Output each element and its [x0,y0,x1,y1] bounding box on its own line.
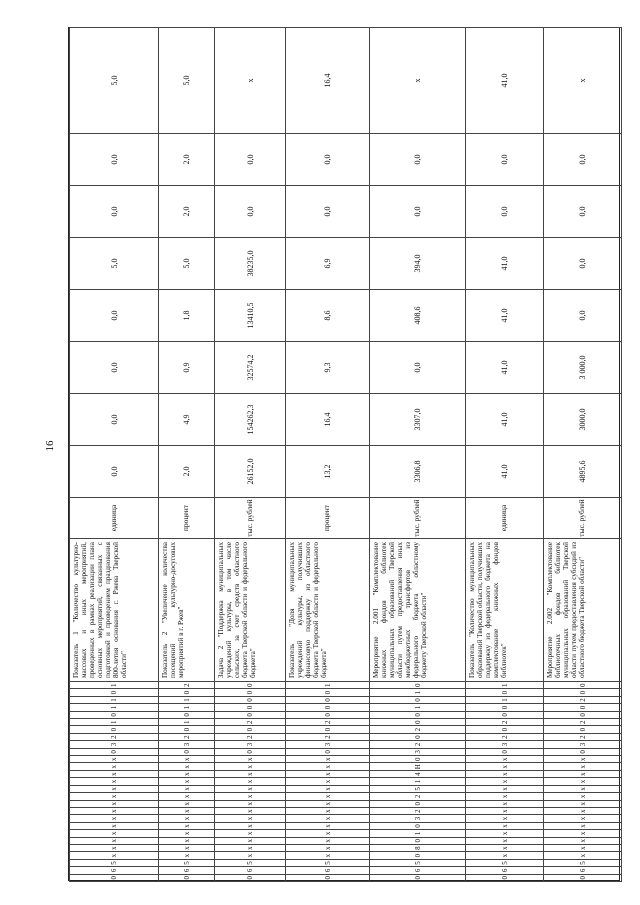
description-cell: Показатель "Доля муниципальных учреждений культуры, получивших финансовую поддержку из областного бюджета Тверской области и федерального бюджета" [286,539,370,682]
value-cell: 0,0 [544,186,622,238]
value-cell: x [370,28,466,134]
code-cell: x [159,852,215,859]
code-cell: x [286,822,370,829]
value-cell: 0,0 [215,186,286,238]
code-cell: 0 [370,682,466,689]
code-cell: 0 [159,689,215,696]
program-table-frame [68,27,620,881]
code-cell: x [70,830,159,837]
code-cell: 0 [466,874,544,881]
code-cell: x [544,756,622,763]
code-cell: x [159,770,215,777]
value-cell: 13,2 [286,446,370,498]
code-cell: x [544,830,622,837]
code-cell: 2 [466,719,544,726]
unit-cell: тыс. рублей [544,498,622,539]
code-cell: 2 [466,733,544,740]
code-cell: x [286,830,370,837]
code-cell: 0 [215,696,286,703]
code-cell: x [286,852,370,859]
value-cell: 0,0 [286,134,370,186]
code-cell: x [544,763,622,770]
code-cell: x [215,793,286,800]
code-cell: 0 [215,682,286,689]
code-cell: 1 [70,719,159,726]
code-cell: x [70,822,159,829]
code-cell: 0 [370,822,466,829]
value-cell: 5,0 [70,28,159,134]
code-cell: 0 [466,689,544,696]
code-cell: x [159,807,215,814]
value-cell: 0,0 [544,134,622,186]
code-cell: x [215,807,286,814]
code-cell: x [70,793,159,800]
code-cell: 2 [544,719,622,726]
code-cell: x [466,844,544,851]
code-cell: x [215,800,286,807]
code-cell: 6 [544,867,622,874]
table-row [70,28,159,882]
table-row [466,28,544,882]
table-row [159,28,215,882]
value-cell: 0,0 [70,134,159,186]
program-table-rotated [69,28,621,882]
code-cell: 5 [370,859,466,866]
code-cell: x [215,815,286,822]
value-cell: 8,6 [286,290,370,342]
value-cell: 5,0 [159,28,215,134]
value-cell: 0,0 [70,446,159,498]
unit-cell: единица [466,498,544,539]
code-cell: 5 [370,785,466,792]
code-cell: 0 [544,682,622,689]
code-cell: x [544,815,622,822]
value-cell: 0,0 [544,238,622,290]
code-cell: 6 [159,867,215,874]
code-cell: x [286,756,370,763]
code-cell: 2 [370,726,466,733]
code-cell: 0 [70,726,159,733]
code-cell: 1 [70,696,159,703]
code-cell: 2 [70,733,159,740]
code-cell: 0 [370,852,466,859]
value-cell: 6,9 [286,238,370,290]
value-cell: 3307,0 [370,394,466,446]
code-cell: 1 [159,696,215,703]
code-cell: x [544,844,622,851]
code-cell: x [466,837,544,844]
code-cell: 1 [286,682,370,689]
code-cell: 1 [159,704,215,711]
code-cell: x [286,778,370,785]
code-cell: 0 [215,704,286,711]
value-cell: 38235,0 [215,238,286,290]
code-cell: 2 [544,733,622,740]
code-cell: 3 [370,815,466,822]
code-cell: 4 [370,770,466,777]
code-cell: x [466,785,544,792]
code-cell: 0 [286,689,370,696]
code-cell: 1 [70,704,159,711]
code-cell: x [466,807,544,814]
code-cell: 0 [70,748,159,755]
description-cell: Задача 2 "Поддержка муниципальных учреждений культуры, в том числе сельских, за счет средств областного бюджета Тверской области и федерального бюджета" [215,539,286,682]
code-cell: x [159,837,215,844]
code-cell: 0 [159,711,215,718]
code-cell: 0 [159,748,215,755]
value-cell: 3 000,0 [544,342,622,394]
page-number: 16 [44,440,56,452]
value-cell: 41,0 [466,28,544,134]
code-cell: 0 [544,704,622,711]
code-cell: x [286,763,370,770]
code-cell: 2 [370,793,466,800]
value-cell: x [544,28,622,134]
code-cell: 0 [370,696,466,703]
code-cell: x [544,837,622,844]
code-cell: x [70,763,159,770]
code-cell: 0 [70,874,159,881]
code-cell: 0 [70,711,159,718]
code-cell: 1 [370,704,466,711]
value-cell: 154262,3 [215,394,286,446]
code-cell: x [159,815,215,822]
code-cell: x [70,800,159,807]
code-cell: x [466,756,544,763]
code-cell: 2 [370,741,466,748]
code-cell: 0 [286,704,370,711]
code-cell: 0 [544,874,622,881]
code-cell: x [215,756,286,763]
code-cell: 6 [466,867,544,874]
code-cell: 0 [466,704,544,711]
description-cell: Мероприятие 2.001 "Комплектование книжных фондов библиотек муниципальных образований Тверской области путем предоставления иных межбюджетных трансфертов из федерального бюджета областному бюджету Тверской области" [370,539,466,682]
code-cell: 0 [370,733,466,740]
code-cell: 0 [544,726,622,733]
code-cell: 2 [544,696,622,703]
value-cell: 41,0 [466,446,544,498]
code-cell: x [544,822,622,829]
code-cell: 2 [286,719,370,726]
code-cell: 0 [370,837,466,844]
code-cell: x [70,852,159,859]
code-cell: 2 [215,719,286,726]
unit-cell: единица [70,498,159,539]
code-cell: 0 [286,726,370,733]
value-cell: 0,0 [70,342,159,394]
code-cell: 6 [370,867,466,874]
code-cell: x [286,815,370,822]
value-cell: 4895,6 [544,446,622,498]
code-cell: 2 [159,733,215,740]
code-cell: 0 [544,711,622,718]
code-cell: x [159,756,215,763]
value-cell: 4,9 [159,394,215,446]
value-cell: 3306,8 [370,446,466,498]
code-cell: x [466,830,544,837]
value-cell: 5,0 [159,238,215,290]
code-cell: x [544,852,622,859]
code-cell: x [466,815,544,822]
code-cell: x [544,778,622,785]
code-cell: x [466,793,544,800]
code-cell: x [286,800,370,807]
description-cell: Показатель "Количество муниципальных образований Тверской области, получивших поддержку из федерального бюджета на комплектование книжных фондов библиотек" [466,539,544,682]
value-cell: 5,0 [70,238,159,290]
table-row [215,28,286,882]
code-cell: 0 [466,711,544,718]
code-cell: 5 [544,859,622,866]
code-cell: 0 [215,874,286,881]
code-cell: 3 [70,741,159,748]
code-cell: x [70,807,159,814]
code-cell: 0 [215,726,286,733]
code-cell: x [215,763,286,770]
value-cell: 3000,0 [544,394,622,446]
unit-cell: тыс. рублей [215,498,286,539]
code-cell: 3 [544,741,622,748]
code-cell: x [159,778,215,785]
code-cell: x [70,837,159,844]
code-cell: x [466,778,544,785]
code-cell: Н [370,763,466,770]
code-cell: x [466,763,544,770]
value-cell: 0,0 [370,342,466,394]
code-cell: 0 [215,711,286,718]
code-cell: 6 [70,867,159,874]
code-cell: 3 [286,741,370,748]
program-indicators-table [69,27,622,882]
code-cell: 0 [286,748,370,755]
code-cell: 0 [370,756,466,763]
code-cell: 2 [370,807,466,814]
value-cell: 0,0 [215,134,286,186]
table-row [370,28,466,882]
code-cell: 1 [466,682,544,689]
code-cell: 1 [159,719,215,726]
value-cell: 2,0 [159,446,215,498]
code-cell: x [544,770,622,777]
code-cell: 0 [286,711,370,718]
code-cell: 5 [159,859,215,866]
code-cell: x [159,822,215,829]
value-cell: 41,0 [466,290,544,342]
value-cell: 41,0 [466,238,544,290]
unit-cell: процент [159,498,215,539]
value-cell: 26152,0 [215,446,286,498]
value-cell: 9,3 [286,342,370,394]
code-cell: 0 [370,711,466,718]
code-cell: x [466,770,544,777]
code-cell: x [215,844,286,851]
value-cell: 16,4 [286,394,370,446]
code-cell: 5 [466,859,544,866]
code-cell: x [70,756,159,763]
value-cell: 0,0 [466,186,544,238]
code-cell: x [159,830,215,837]
code-cell: 1 [370,778,466,785]
code-cell: x [159,763,215,770]
unit-cell: процент [286,498,370,539]
value-cell: 408,6 [370,290,466,342]
value-cell: 41,0 [466,342,544,394]
code-cell: 0 [215,748,286,755]
code-cell: 1 [370,830,466,837]
code-cell: 0 [370,874,466,881]
code-cell: 3 [215,741,286,748]
value-cell: 2,0 [159,134,215,186]
code-cell: 0 [159,874,215,881]
code-cell: x [544,793,622,800]
value-cell: 0,0 [544,290,622,342]
value-cell: 0,0 [70,186,159,238]
code-cell: x [70,815,159,822]
value-cell: 16,4 [286,28,370,134]
table-row [286,28,370,882]
code-cell: 2 [215,733,286,740]
description-cell: Показатель 1 "Количество культурно-массовых и иных мероприятий, проведенных в рамках реализации плана основных мероприятий, связанных с подготовкой и проведением празднования 800-летия основания г. Ржева Тверской области" [70,539,159,682]
value-cell: 13410,5 [215,290,286,342]
code-cell: 0 [544,689,622,696]
code-cell: 1 [70,682,159,689]
code-cell: x [215,778,286,785]
description-cell: Показатель 2 "Увеличение количества посещений культурно-досуговых мероприятий в г. Ржев" [159,539,215,682]
value-cell: 0,0 [466,134,544,186]
code-cell: x [215,785,286,792]
code-cell: 1 [466,696,544,703]
code-cell: x [544,785,622,792]
code-cell: 8 [370,844,466,851]
code-cell: x [286,770,370,777]
value-cell: 394,0 [370,238,466,290]
code-cell: 0 [370,719,466,726]
code-cell: x [215,830,286,837]
code-cell: 3 [370,748,466,755]
code-cell: x [544,800,622,807]
code-cell: x [286,837,370,844]
code-cell: 0 [466,748,544,755]
value-cell: 0,9 [159,342,215,394]
code-cell: 0 [215,689,286,696]
code-cell: x [215,770,286,777]
code-cell: x [544,807,622,814]
code-cell: 3 [466,741,544,748]
code-cell: x [70,778,159,785]
code-cell: 0 [286,874,370,881]
code-cell: x [466,800,544,807]
code-cell: x [159,844,215,851]
code-cell: x [159,793,215,800]
code-cell: 5 [70,859,159,866]
value-cell: 41,0 [466,394,544,446]
code-cell: x [215,822,286,829]
value-cell: 0,0 [70,394,159,446]
value-cell: 1,8 [159,290,215,342]
code-cell: 5 [286,859,370,866]
code-cell: x [70,770,159,777]
value-cell: 0,0 [370,186,466,238]
code-cell: 0 [466,726,544,733]
table-row [544,28,622,882]
code-cell: x [286,785,370,792]
code-cell: 0 [544,748,622,755]
code-cell: 0 [286,696,370,703]
code-cell: 2 [286,733,370,740]
code-cell: 5 [215,859,286,866]
code-cell: x [159,785,215,792]
code-cell: 1 [370,689,466,696]
code-cell: x [159,800,215,807]
code-cell: 6 [286,867,370,874]
code-cell: 0 [159,726,215,733]
value-cell: 32574,2 [215,342,286,394]
code-cell: 2 [159,682,215,689]
value-cell: x [215,28,286,134]
code-cell: x [466,822,544,829]
code-cell: 0 [70,689,159,696]
value-cell: 0,0 [70,290,159,342]
code-cell: 0 [370,800,466,807]
unit-cell: тыс. рублей [370,498,466,539]
value-cell: 0,0 [370,134,466,186]
value-cell: 2,0 [159,186,215,238]
code-cell: 6 [215,867,286,874]
code-cell: 3 [159,741,215,748]
code-cell: x [286,793,370,800]
description-cell: Мероприятие 2.002 "Комплектование библиотечных фондов библиотек муниципальных образований Тверской области путем предоставления субсидий из областного бюджета Тверской области" [544,539,622,682]
code-cell: x [215,837,286,844]
code-cell: x [215,852,286,859]
code-cell: x [70,785,159,792]
code-cell: x [466,852,544,859]
code-cell: x [286,807,370,814]
code-cell: x [286,844,370,851]
code-cell: x [70,844,159,851]
value-cell: 0,0 [286,186,370,238]
